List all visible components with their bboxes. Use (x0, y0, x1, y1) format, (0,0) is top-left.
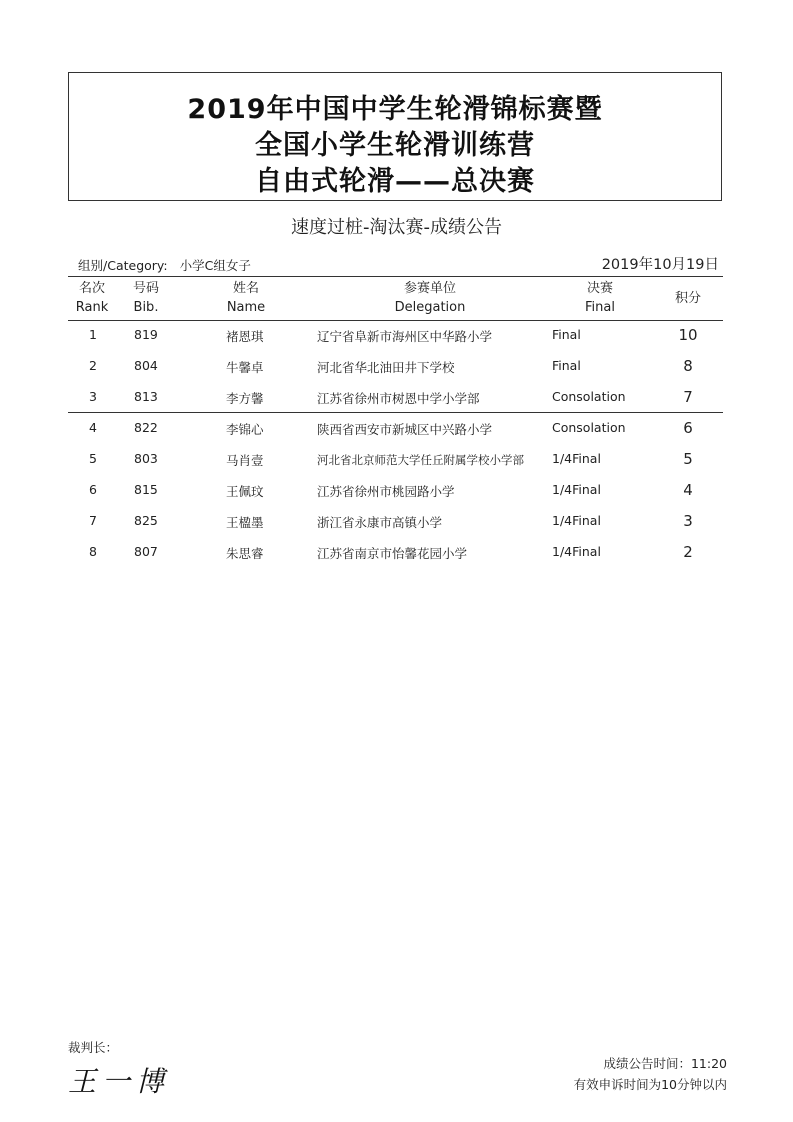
announcement-time: 成绩公告时间：11:20 (603, 1056, 727, 1071)
name-cell: 褚恩琪 (226, 329, 264, 344)
points-cell: 10 (678, 326, 698, 344)
header-rank-en: Rank (75, 300, 109, 315)
rank-cell: 1 (89, 327, 97, 342)
delegation-cell: 江苏省徐州市树恩中学小学部 (317, 391, 480, 406)
table-header-rule (68, 320, 723, 321)
bib-cell: 819 (134, 327, 158, 342)
final-cell: 1/4Final (552, 513, 601, 528)
final-cell: Final (552, 358, 581, 373)
final-cell: 1/4Final (552, 482, 601, 497)
rank-cell: 7 (89, 513, 97, 528)
header-delegation (380, 279, 480, 319)
title-line-3: 自由式轮滑——总决赛 (255, 166, 535, 197)
title-line-1: 2019年中国中学生轮滑锦标赛暨 (187, 94, 603, 125)
bib-cell: 804 (134, 358, 158, 373)
header-rank (68, 279, 116, 319)
rank-cell: 4 (89, 420, 97, 435)
name-cell: 朱思睿 (226, 546, 264, 561)
header-bib-zh: 号码 (132, 281, 159, 296)
header-name (216, 279, 276, 319)
page-subtitle: 速度过桩-淘汰赛-成绩公告 (291, 217, 502, 238)
name-cell: 李方馨 (226, 391, 264, 406)
appeal-note: 有效申诉时间为10分钟以内 (573, 1077, 727, 1092)
header-final-en: Final (585, 300, 615, 315)
points-cell: 7 (683, 388, 693, 406)
name-cell: 牛馨卓 (226, 360, 264, 375)
delegation-cell: 江苏省徐州市桃园路小学 (317, 484, 455, 499)
bib-cell: 815 (134, 482, 158, 497)
points-cell: 2 (683, 543, 693, 561)
chief-judge-label: 裁判长： (68, 1040, 119, 1055)
header-name-en: Name (226, 300, 266, 315)
points-cell: 6 (683, 419, 693, 437)
title-line-2: 全国小学生轮滑训练营 (255, 130, 535, 161)
header-final-zh: 决赛 (586, 281, 613, 296)
name-cell: 王楹墨 (226, 515, 264, 530)
delegation-cell: 浙江省永康市高镇小学 (317, 515, 443, 530)
final-cell: Consolation (552, 420, 626, 435)
header-final (570, 279, 630, 319)
final-cell: Final (552, 327, 581, 342)
header-points-zh: 积分 (674, 291, 701, 306)
bib-cell: 822 (134, 420, 158, 435)
name-cell: 马肖壹 (226, 453, 264, 468)
rank-cell: 6 (89, 482, 97, 497)
name-cell: 王佩玟 (226, 484, 264, 499)
bib-cell: 803 (134, 451, 158, 466)
points-cell: 5 (683, 450, 693, 468)
final-cell: Consolation (552, 389, 626, 404)
title-box (68, 72, 722, 201)
delegation-cell: 江苏省南京市怡馨花园小学 (317, 546, 468, 561)
points-cell: 8 (683, 357, 693, 375)
bib-cell: 813 (134, 389, 158, 404)
final-cell: 1/4Final (552, 451, 601, 466)
bib-cell: 825 (134, 513, 158, 528)
rank-cell: 2 (89, 358, 97, 373)
name-cell: 李锦心 (226, 422, 264, 437)
rank-cell: 5 (89, 451, 97, 466)
header-delegation-zh: 参赛单位 (403, 281, 456, 296)
category (78, 256, 251, 274)
results-date: 2019年10月19日 (601, 257, 719, 273)
delegation-cell: 河北省华北油田井下学校 (317, 360, 455, 375)
category-value: 小学C组女子 (179, 258, 251, 273)
table-top-rule (68, 276, 723, 277)
table-divider-rule (68, 412, 723, 413)
rank-cell: 8 (89, 544, 97, 559)
header-delegation-en: Delegation (394, 300, 466, 315)
delegation-cell: 陕西省西安市新城区中兴路小学 (317, 422, 493, 437)
points-cell: 4 (683, 481, 693, 499)
header-bib-en: Bib. (133, 300, 159, 315)
delegation-cell: 河北省北京师范大学任丘附属学校小学部 (317, 453, 524, 467)
header-name-zh: 姓名 (232, 281, 259, 296)
header-rank-zh: 名次 (78, 281, 105, 296)
delegation-cell: 辽宁省阜新市海州区中华路小学 (317, 329, 493, 344)
header-points (665, 279, 711, 319)
header-bib (124, 279, 168, 319)
bib-cell: 807 (134, 544, 158, 559)
points-cell: 3 (683, 512, 693, 530)
chief-judge-signature: 王一博 (68, 1065, 171, 1098)
final-cell: 1/4Final (552, 544, 601, 559)
category-label: 组别/Category: (78, 258, 168, 273)
rank-cell: 3 (89, 389, 97, 404)
